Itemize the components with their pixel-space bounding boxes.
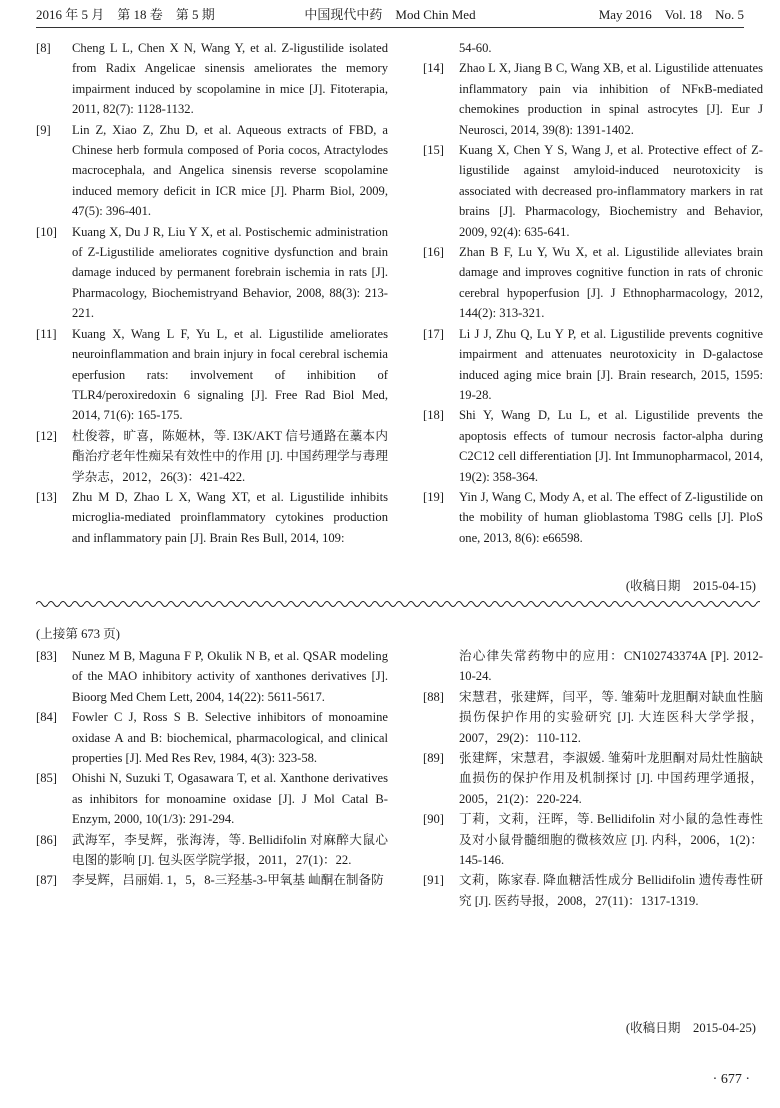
reference-number: [15] [423, 143, 444, 158]
reference-number: [85] [36, 771, 57, 786]
continued-from-note: (上接第 673 页) [36, 627, 120, 641]
reference-text: Shi Y, Wang D, Lu L, et al. Ligustilide prevents the apoptosis effects of tumour necrosis factor-alpha during C2C12 cell differentiation [J]. Int Immunopharmacol, 2014, 19(2): 358-364. [459, 408, 763, 484]
upper-right-references [423, 38, 763, 548]
reference-number: [11] [36, 326, 57, 341]
reference-text: Kuang X, Chen Y S, Wang J, et al. Protective effect of Z-ligustilide against amyloid-induced neurotoxicity is associated with decreased pro-inflammatory markers in rat brains [J]. Pharmacology, Biochemistry and Behavior, 2009, 92(4): 635-641. [459, 143, 763, 239]
lower-right-references [423, 646, 763, 911]
reference-text: Kuang X, Wang L F, Yu L, et al. Ligustilide ameliorates neuroinflammation and brain injury in focal cerebral ischemia eperfusion rats: involvement of inhibition of TLR4/peroxiredoxin 6 signaling [J]. Free Rad Biol Med, 2014, 71(6): 165-175. [72, 326, 388, 423]
reference-text: 李旻辉，吕丽娟. 1，5，8-三羟基-3-甲氧基 屾酮在制备防 [72, 873, 384, 888]
reference-number: [8] [36, 41, 51, 55]
reference-continuation: 54-60. [459, 41, 492, 55]
reference-item [423, 242, 763, 324]
reference-text: Fowler C J, Ross S B. Selective inhibitors of monoamine oxidase A and B: biochemical, pharmacological, and clinical properties [J]. Med Res Rev, 1984, 4(3): 323-58. [72, 710, 388, 766]
reference-item [36, 487, 388, 548]
reference-item [36, 768, 388, 829]
header-issue: 2016 年 5 月 第 18 卷 第 5 期 [36, 7, 215, 22]
reference-text: Li J J, Zhu Q, Lu Y P, et al. Ligustilide prevents cognitive impairment and attenuates neurotoxicity in D-galactose induced aging mice brain [J]. Brain research, 2015, 1595: 19-28. [459, 326, 763, 402]
reference-item [36, 324, 388, 426]
reference-text: Lin Z, Xiao Z, Zhu D, et al. Aqueous extracts of FBD, a Chinese herb formula composed of Poria cocos, Atractylodes macrocephala, and Angelica sinensis reverse scopolamine induced memory deficit in ICR mice [J]. Pharm Biol, 2009, 47(5): 396-401. [72, 122, 388, 219]
reference-number: [14] [423, 61, 444, 76]
reference-item [36, 38, 388, 120]
reference-number: [9] [36, 122, 51, 137]
reference-item [423, 324, 763, 406]
reference-number: [13] [36, 489, 57, 504]
received-date: (收稿日期 2015-04-15) [625, 579, 756, 593]
reference-text: Zhu M D, Zhao L X, Wang XT, et al. Ligustilide inhibits microglia-mediated proinflammatory cytokines production and inflammatory pain [J]. Brain Res Bull, 2014, 109: [72, 489, 388, 545]
reference-text: Kuang X, Du J R, Liu Y X, et al. Postischemic administration of Z-Ligustilide ameliorates cognitive dysfunction and brain damage induced by permanent forebrain ischemia in rats [J]. Pharmacology, Biochemistryand Behavior, 2008, 88(3): 213-221. [72, 224, 388, 321]
reference-text: 宋慧君，张建辉，闫平，等. 雏菊叶龙胆酮对缺血性脑损伤保护作用的实验研究 [J]. 大连医科大学学报，2007，29(2)：110-112. [459, 689, 763, 745]
reference-text: Zhao L X, Jiang B C, Wang XB, et al. Ligustilide attenuates inflammatory pain via inhibition of NFκB-mediated chemokines production in spinal astrocytes [J]. Eur J Neurosci, 2014, 39(8): 1391-1402. [459, 61, 763, 137]
reference-item [423, 687, 763, 748]
reference-number: [87] [36, 873, 57, 888]
reference-number: [88] [423, 689, 444, 704]
upper-left-references [36, 38, 388, 548]
reference-number: [83] [36, 649, 57, 663]
reference-number: [18] [423, 408, 444, 423]
reference-text: 张建辉，宋慧君，李淑媛. 雏菊叶龙胆酮对局灶性脑缺血损伤的保护作用及机制探讨 [J]. 中国药理学通报，2005，21(2)：220-224. [459, 751, 763, 806]
running-header [36, 6, 744, 24]
page-number: · 677 · [712, 1072, 750, 1087]
reference-item [423, 870, 763, 911]
reference-number: [16] [423, 245, 444, 260]
reference-text: 文莉，陈家春. 降血糖活性成分 Bellidifolin 遗传毒性研究 [J]. 医药导报，2008，27(11)：1317-1319. [459, 873, 763, 908]
reference-number: [90] [423, 812, 444, 827]
header-issue-en: May 2016 Vol. 18 No. 5 [598, 7, 744, 22]
reference-text: Cheng L L, Chen X N, Wang Y, et al. Z-ligustilide isolated from Radix Angelicae sinensis ameliorates the memory impairment induced by scopolamine in mice [J]. Fitoterapia, 2011, 82(7): 1128-1132. [72, 41, 388, 117]
reference-item [36, 830, 388, 871]
reference-number: [19] [423, 489, 444, 504]
reference-text: Nunez M B, Maguna F P, Okulik N B, et al. QSAR modeling of the MAO inhibitory activity of xanthones derivatives [J]. Bioorg Med Chem Lett, 2004, 14(22): 5611-5617. [72, 649, 388, 704]
reference-number: [89] [423, 751, 444, 766]
reference-text: Zhan B F, Lu Y, Wu X, et al. Ligustilide alleviates brain damage and improves cognitive function in rats of chronic cerebral hypoperfusion [J]. J Ethnopharmacology, 2012, 144(2): 313-321. [459, 245, 763, 321]
reference-text: 武海军，李旻辉，张海涛，等. Bellidifolin 对麻醉大鼠心电图的影响 [J]. 包头医学院学报，2011，27(1)：22. [72, 832, 388, 868]
reference-text: 杜俊蓉，旷喜，陈姬林，等. I3K/AKT 信号通路在藁本内酯治疗老年性痴呆有效性中的作用 [J]. 中国药理学与毒理学杂志，2012，26(3)：421-422. [72, 428, 388, 484]
header-journal: 中国现代中药 Mod Chin Med [304, 7, 476, 22]
reference-text: Yin J, Wang C, Mody A, et al. The effect of Z-ligustilide on the mobility of human glioblastoma T98G cells [J]. PloS one, 2013, 8(6): e66598. [459, 489, 763, 545]
reference-item [423, 140, 763, 242]
received-date: (收稿日期 2015-04-25) [625, 1021, 756, 1035]
reference-item [36, 870, 388, 890]
reference-item [36, 222, 388, 324]
reference-item [423, 405, 763, 487]
reference-item [36, 707, 388, 768]
reference-item [423, 487, 763, 548]
reference-item [36, 120, 388, 222]
lower-left-references [36, 646, 388, 891]
reference-item [36, 426, 388, 487]
header-rule [36, 27, 744, 28]
reference-number: [86] [36, 832, 57, 847]
reference-text: 丁莉，文莉，汪晖，等. Bellidifolin 对小鼠的急性毒性及对小鼠骨髓细胞的微核效应 [J]. 内科，2006，1(2)：145-146. [459, 812, 763, 868]
reference-number: [91] [423, 873, 444, 888]
reference-text: Ohishi N, Suzuki T, Ogasawara T, et al. Xanthone derivatives as inhibitors for monoamine oxidase [J]. J Mol Catal B-Enzym, 2000, 10(1/3): 291-294. [72, 771, 388, 827]
section-separator [36, 599, 760, 609]
reference-item [423, 58, 763, 140]
reference-number: [84] [36, 710, 57, 725]
reference-item [36, 646, 388, 707]
reference-number: [10] [36, 224, 57, 239]
reference-number: [12] [36, 428, 57, 443]
reference-number: [17] [423, 326, 444, 341]
reference-item [423, 748, 763, 809]
reference-continuation: 治心律失常药物中的应用：CN102743374A [P]. 2012-10-24. [459, 649, 763, 684]
reference-item [423, 809, 763, 870]
